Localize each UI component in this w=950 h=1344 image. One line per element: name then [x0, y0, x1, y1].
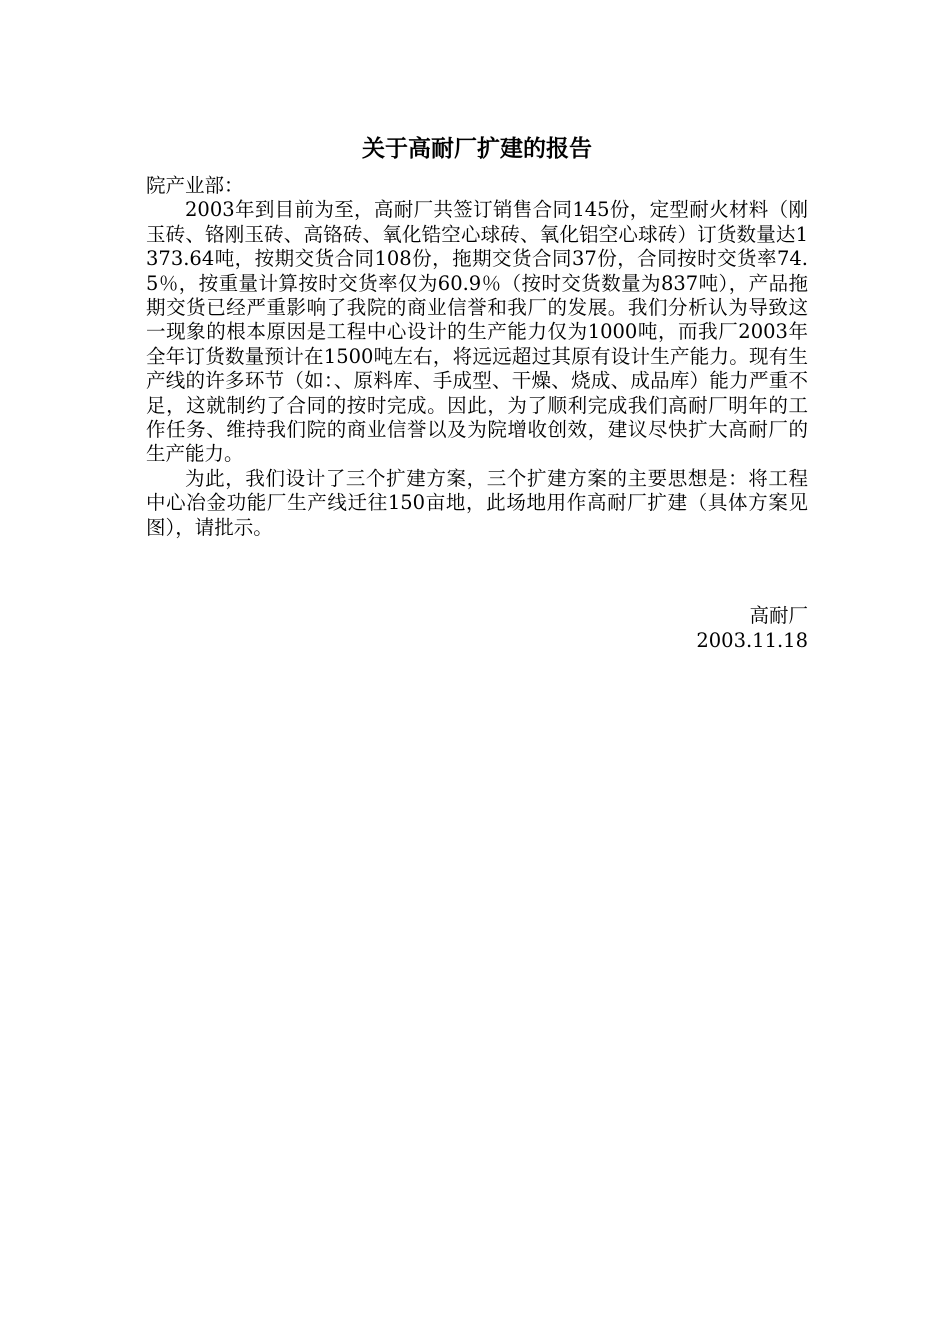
- document-page: [146, 132, 808, 653]
- document-title: 关于高耐厂扩建的报告: [362, 136, 592, 162]
- signature-organization: 高耐厂: [749, 604, 808, 628]
- signature-date: 2003.11.18: [696, 628, 808, 652]
- body-paragraph-2: 为此，我们设计了三个扩建方案，三个扩建方案的主要思想是：将工程中心冶金功能厂生产线迁往150亩地，此场地用作高耐厂扩建（具体方案见图），请批示。: [146, 466, 808, 539]
- body-paragraph-1: 2003年到目前为至，高耐厂共签订销售合同145份，定型耐火材料（刚玉砖、铬刚玉砖、高铬砖、氧化锆空心球砖、氧化铝空心球砖）订货数量达1373.64吨，按期交货合同108份，拖期交货合同37份，合同按时交货率74.5％，按重量计算按时交货率仅为60.9％（按时交货数量为837吨），产品拖期交货已经严重影响了我院的商业信誉和我厂的发展。我们分析认为导致这一现象的根本原因是工程中心设计的生产能力仅为1000吨，而我厂2003年全年订货数量预计在1500吨左右，将远远超过其原有设计生产能力。现有生产线的许多环节（如：、原料库、手成型、干燥、烧成、成品库）能力严重不足，这就制约了合同的按时完成。因此，为了顺利完成我们高耐厂明年的工作任务、维持我们院的商业信誉以及为院增收创效，建议尽快扩大高耐厂的生产能力。: [146, 198, 808, 466]
- salutation: 院产业部：: [146, 174, 244, 197]
- signature-block: [146, 604, 808, 653]
